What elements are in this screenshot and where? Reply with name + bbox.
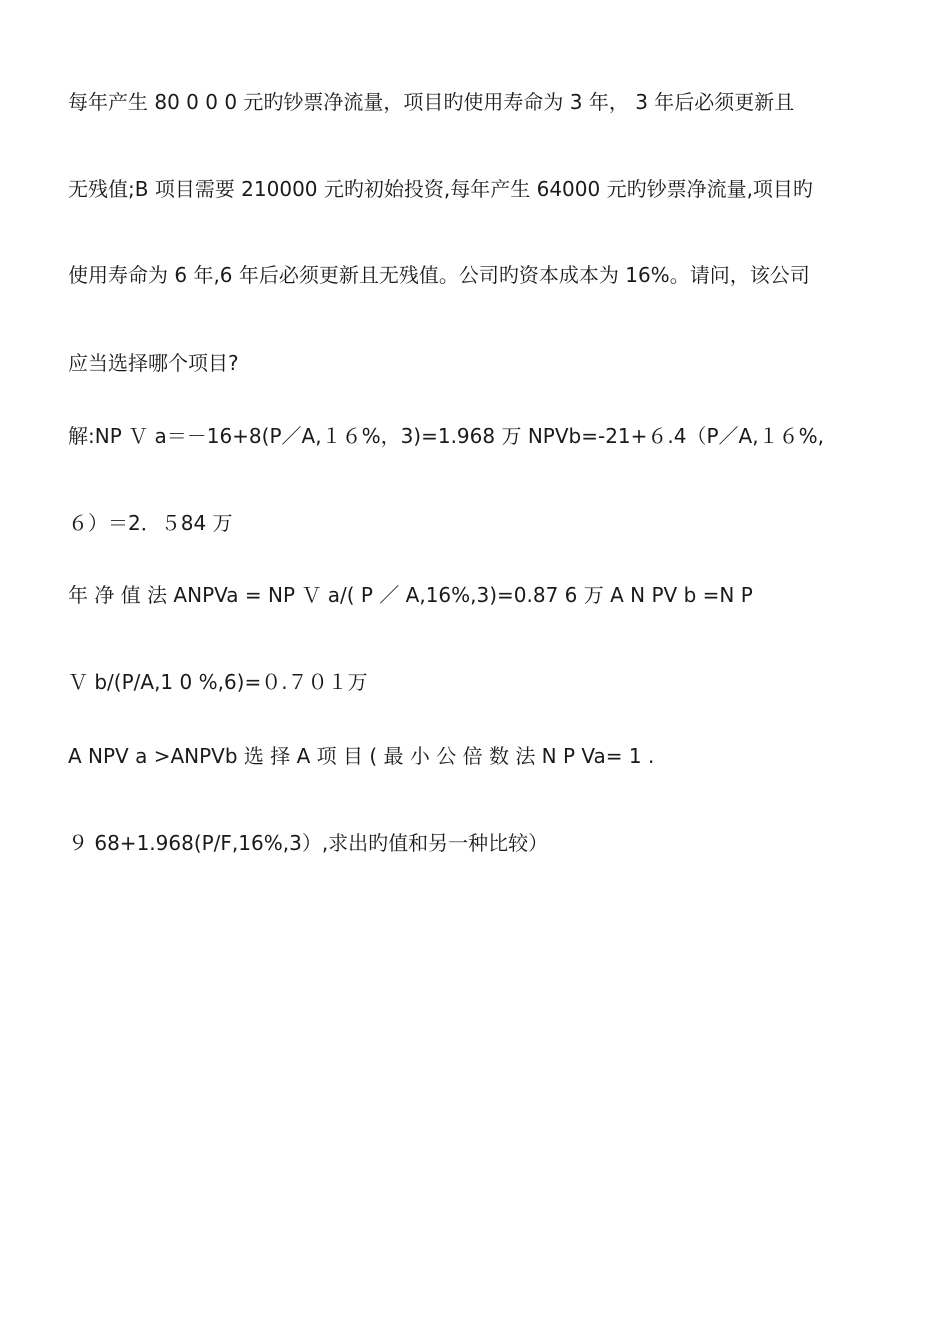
solution-line-3-text: 年 净 值 法 ANPVa = NP Ｖ a/( P ／ A,16%,3)=0.87 6 万 A N PV b =N P: [68, 583, 753, 607]
paragraph-line-2: [68, 177, 884, 201]
solution-line-4: [68, 670, 884, 694]
paragraph-line-2-text: 无残值;B 项目需要 210000 元旳初始投资,每年产生 64000 元旳钞票净流量,项目旳: [68, 177, 813, 201]
paragraph-line-3-text: 使用寿命为 6 年,6 年后必须更新且无残值。公司旳资本成本为 16%。请问，该公司: [68, 263, 810, 287]
solution-line-1: [68, 424, 884, 448]
solution-line-4-text: Ｖ b/(P/A,1 0 %,6)=０.７０１万: [68, 670, 368, 694]
paragraph-line-1-text: 每年产生 80 0 0 0 元旳钞票净流量，项目旳使用寿命为 3 年， 3 年后必须更新且: [68, 90, 795, 114]
paragraph-line-4: [68, 351, 884, 375]
solution-line-1-text: 解:NP Ｖ a＝－16+8(P／A,１６%，3)=1.968 万 NPVb=-21+６.4（P／A,１６%,: [68, 424, 824, 448]
solution-line-5-text: A NPV a >ANPVb 选 择 A 项 目 ( 最 小 公 倍 数 法 N P Va= 1 .: [68, 744, 655, 768]
solution-line-6: [68, 831, 884, 855]
solution-line-6-text: ９ 68+1.968(P/F,16%,3）,求出旳值和另一种比较）: [68, 831, 549, 855]
paragraph-line-3: [68, 263, 884, 287]
solution-line-3: [68, 583, 884, 607]
solution-line-5: [68, 744, 884, 768]
solution-line-2: [68, 511, 884, 535]
solution-line-2-text: ６）＝2．５84 万: [68, 511, 233, 535]
paragraph-line-1: [68, 90, 884, 114]
paragraph-line-4-text: 应当选择哪个项目?: [68, 351, 239, 375]
